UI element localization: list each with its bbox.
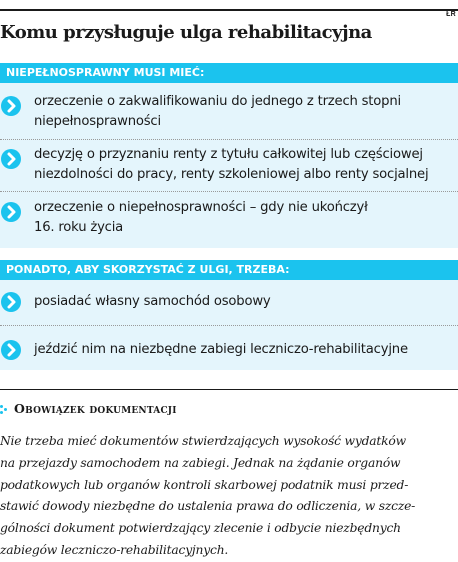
arrow-right-circle-icon: [1, 149, 21, 169]
list-item-text: posiadać własny samochód osobowy: [34, 294, 271, 309]
text-line: stawić dowody niezbędne do ustalenia prawa do odliczenia, w szcze-: [0, 499, 416, 514]
section-header-requirements: NIEPEŁNOSPRAWNY MUSI MIEĆ:: [0, 63, 458, 83]
dots-icon: [0, 404, 12, 416]
conditions-panel: [0, 280, 458, 370]
arrow-right-circle-icon: [1, 202, 21, 222]
list-item: [0, 290, 458, 314]
requirements-panel: [0, 83, 458, 248]
list-item: [0, 338, 458, 362]
divider: [0, 191, 458, 192]
section-header-conditions: PONADTO, ABY SKORZYSTAĆ Z ULGI, TRZEBA:: [0, 260, 458, 280]
divider: [0, 139, 458, 140]
text-line: gólności dokument potwierdzający zlecenie i odbycie niezbędnych: [0, 521, 401, 536]
list-item-text: orzeczenie o zakwalifikowaniu do jednego z trzech stopni niepełnosprawności: [34, 94, 401, 129]
page-title: Komu przysługuje ulga rehabilitacyjna: [0, 22, 372, 43]
divider: [0, 325, 458, 326]
text-line: Nie trzeba mieć dokumentów stwierdzających wysokość wydatków: [0, 434, 406, 448]
arrow-right-circle-icon: [1, 96, 21, 116]
text-line: zabiegów leczniczo-rehabilitacyjnych.: [0, 542, 229, 557]
list-item: [0, 145, 458, 185]
arrow-right-circle-icon: [1, 292, 21, 312]
arrow-right-circle-icon: [1, 340, 21, 360]
documentation-text: [0, 431, 450, 562]
list-item: [0, 198, 458, 238]
list-item: [0, 92, 458, 132]
list-item-text: orzeczenie o niepełnosprawności – gdy nie ukończył 16. roku życia: [34, 200, 368, 235]
text-line: na przejazdy samochodem na zabiegi. Jednak na żądanie organów: [0, 455, 401, 470]
list-item-text: decyzję o przyznaniu renty z tytułu całkowitej lub częściowej niezdolności do pracy, renty szkoleniowej albo renty socjalnej: [34, 147, 429, 182]
section-rule: [0, 389, 458, 390]
documentation-title: Obowiązek dokumentacji: [14, 401, 177, 416]
list-item-text: jeździć nim na niezbędne zabiegi leczniczo-rehabilitacyjne: [34, 342, 408, 357]
top-rule: [0, 9, 458, 11]
text-line: podatkowych lub organów kontroli skarbowej podatnik musi przed-: [0, 477, 409, 492]
source-mark: ŁR: [446, 11, 456, 18]
